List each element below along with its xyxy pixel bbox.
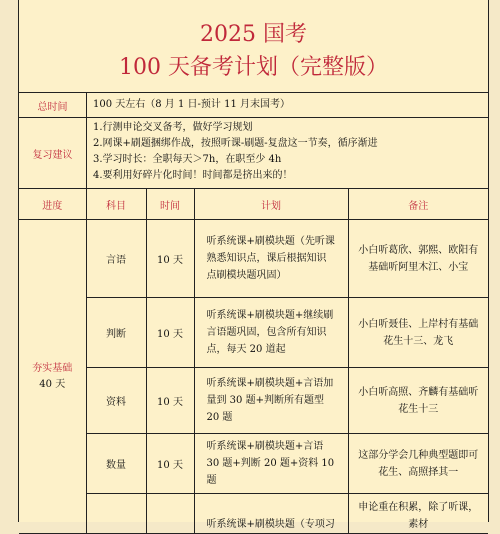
table-row bbox=[19, 220, 488, 298]
plan-cell: 听系统课+刷模块题（专项习 bbox=[194, 494, 348, 534]
advice-item: 2.网课+刷题捆绑作战，按照听课-刷题-复盘这一节奏，循序渐进 bbox=[93, 138, 378, 149]
subject-cell: 资料 bbox=[86, 368, 146, 434]
phase-name: 夯实基础 bbox=[32, 362, 73, 374]
title-block bbox=[19, 0, 488, 93]
plan-cell: 听系统课+刷模块题+言语 30 题+判断 20 题+资料 10 题 bbox=[194, 434, 348, 494]
note-cell: 小白听聂佳、上岸村有基础花生十三、龙飞 bbox=[348, 298, 488, 368]
phase-duration: 40 天 bbox=[39, 378, 66, 390]
subject-cell bbox=[86, 494, 146, 534]
time-cell: 10 天 bbox=[146, 220, 194, 298]
plan-cell: 听系统课+刷模块题+继续刷言语题巩固，包含所有知识点，每天 20 道起 bbox=[194, 298, 348, 368]
total-time-label: 总时间 bbox=[19, 93, 87, 117]
advice-label: 复习建议 bbox=[19, 118, 87, 188]
time-cell bbox=[146, 494, 194, 534]
phase-cell bbox=[19, 220, 86, 534]
subject-cell: 判断 bbox=[86, 298, 146, 368]
table-row bbox=[19, 298, 488, 368]
time-cell: 10 天 bbox=[146, 434, 194, 494]
advice-row bbox=[19, 118, 488, 189]
title-line-1: 2025 国考 bbox=[200, 22, 307, 47]
header-plan: 计划 bbox=[194, 189, 348, 220]
time-cell: 10 天 bbox=[146, 298, 194, 368]
advice-item: 4.要利用好碎片化时间！时间都是挤出来的！ bbox=[93, 170, 293, 181]
plan-cell: 听系统课+刷模块题+言语加量到 30 题+判断所有题型 20 题 bbox=[194, 368, 348, 434]
note-cell: 这部分学会几种典型题即可花生、高照择其一 bbox=[348, 434, 488, 494]
plan-table bbox=[19, 189, 488, 534]
total-time-row bbox=[19, 93, 488, 118]
time-cell: 10 天 bbox=[146, 368, 194, 434]
header-phase: 进度 bbox=[19, 189, 86, 220]
header-note: 备注 bbox=[348, 189, 488, 220]
plan-document bbox=[18, 0, 489, 530]
note-cell: 小白听高照、齐麟有基础听花生十三 bbox=[348, 368, 488, 434]
table-header-row bbox=[19, 189, 488, 220]
title-line-2: 100 天备考计划（完整版） bbox=[119, 55, 388, 80]
advice-list bbox=[87, 118, 488, 188]
subject-cell: 言语 bbox=[86, 220, 146, 298]
total-time-value: 100 天左右（8 月 1 日-预计 11 月末国考） bbox=[93, 99, 290, 110]
header-subject: 科目 bbox=[86, 189, 146, 220]
note-cell: 申论重在积累，除了听课，素材 bbox=[348, 494, 488, 534]
plan-cell: 听系统课+刷模块题（先听课熟悉知识点，课后根据知识点刷模块题巩固） bbox=[194, 220, 348, 298]
table-row bbox=[19, 434, 488, 494]
table-row bbox=[19, 368, 488, 434]
note-cell: 小白听葛欣、郭熙、欧阳有基础听阿里木江、小宝 bbox=[348, 220, 488, 298]
advice-item: 1.行测申论交叉备考，做好学习规划 bbox=[93, 122, 253, 133]
table-row bbox=[19, 494, 488, 534]
subject-cell: 数量 bbox=[86, 434, 146, 494]
advice-item: 3.学习时长：全职每天＞7h，在职至少 4h bbox=[93, 154, 282, 165]
header-time: 时间 bbox=[146, 189, 194, 220]
